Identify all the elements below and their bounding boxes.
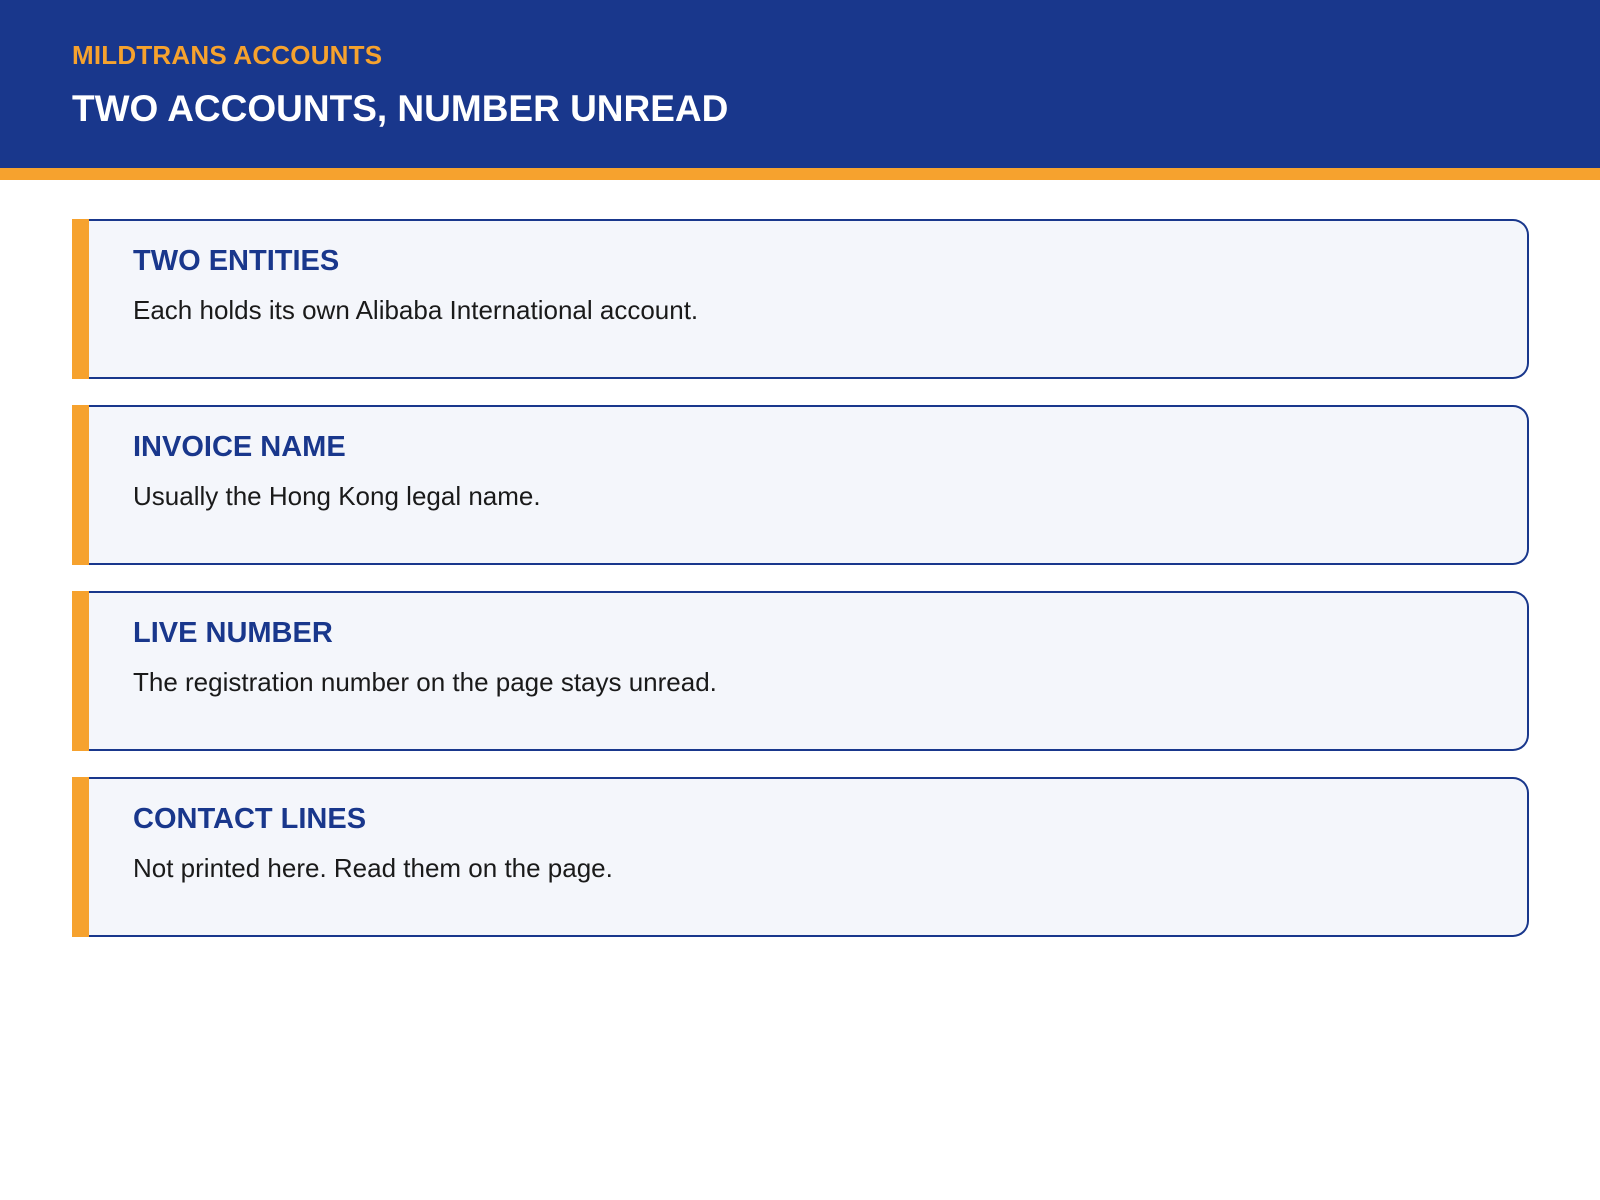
- card-body: [89, 591, 1529, 751]
- card-contact-lines: [72, 777, 1529, 937]
- header-eyebrow: MILDTRANS ACCOUNTS: [72, 40, 383, 70]
- card-text: Each holds its own Alibaba International account.: [133, 295, 699, 325]
- card-heading: INVOICE NAME: [133, 431, 346, 463]
- card-accent-bar: [72, 405, 89, 565]
- card-two-entities: [72, 219, 1529, 379]
- card-accent-bar: [72, 591, 89, 751]
- card-accent-bar: [72, 777, 89, 937]
- card-body: [89, 777, 1529, 937]
- card-body: [89, 219, 1529, 379]
- card-live-number: [72, 591, 1529, 751]
- header-accent-stripe: [0, 168, 1600, 180]
- card-heading: LIVE NUMBER: [133, 617, 333, 649]
- card-text: The registration number on the page stays unread.: [133, 667, 717, 697]
- card-heading: TWO ENTITIES: [133, 245, 340, 277]
- page-title: TWO ACCOUNTS, NUMBER UNREAD: [72, 88, 729, 129]
- card-text: Not printed here. Read them on the page.: [133, 853, 613, 883]
- card-body: [89, 405, 1529, 565]
- header-banner: [0, 0, 1600, 168]
- card-accent-bar: [72, 219, 89, 379]
- card-invoice-name: [72, 405, 1529, 565]
- card-heading: CONTACT LINES: [133, 803, 367, 835]
- card-list: [72, 219, 1529, 963]
- card-text: Usually the Hong Kong legal name.: [133, 481, 541, 511]
